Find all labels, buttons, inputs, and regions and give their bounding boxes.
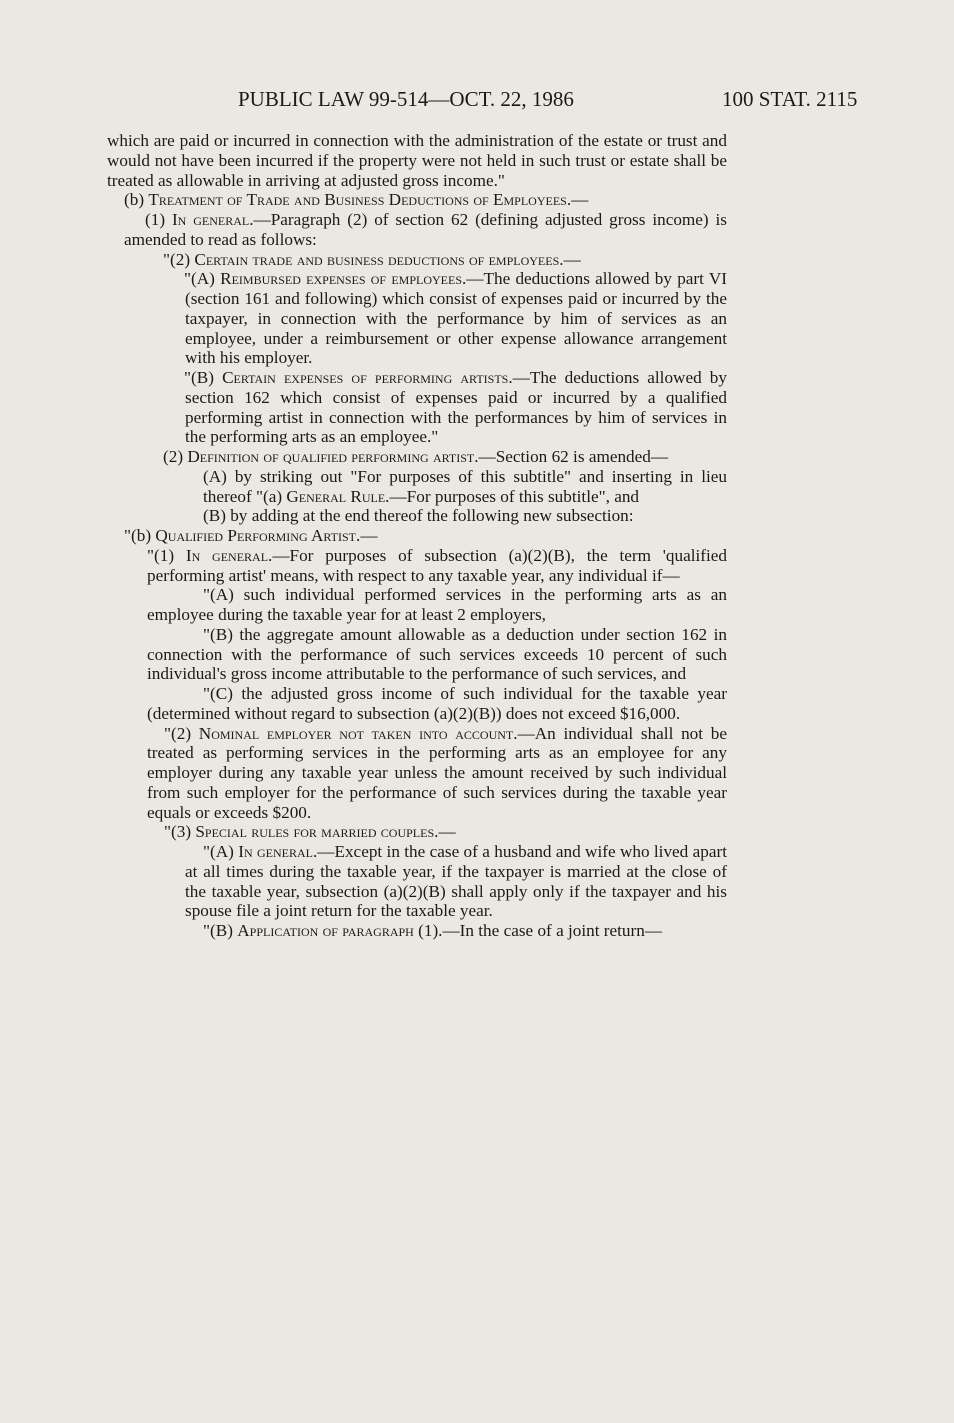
clause-B-adding-subsection: (B) by adding at the end thereof the following new subsection:	[203, 506, 634, 526]
quoted-subsection-b-heading: "(b) Qualified Performing Artist.—	[124, 526, 378, 545]
quoted-paragraph-3-heading: "(3) Special rules for married couples.—	[164, 822, 456, 842]
quoted-clause-C: "(C) the adjusted gross income of such individual for the taxable year (determined without regard to subsection (a)(2)(B)) does not exceed $16,000.	[147, 684, 727, 723]
paragraph-1-in-general: (1) In general.—Paragraph (2) of section 62 (defining adjusted gross income) is amended to read as follows:	[124, 210, 727, 249]
subsection-b-heading: (b) Treatment of Trade and Business Deductions of Employees.—	[124, 190, 589, 210]
quoted-special-rule-A: "(A) In general.—Except in the case of a husband and wife who lived apart at all times during the taxable year, if the taxpayer is married at the close of the taxable year, subsection (a)(2)(B) shall apply only if the taxpayer and his spouse file a joint return for the taxable year.	[185, 842, 727, 921]
quoted-paragraph-1-in-general: "(1) In general.—For purposes of subsection (a)(2)(B), the term 'qualified performing artist' means, with respect to any taxable year, any individual if—	[147, 545, 727, 585]
quoted-subparagraph-A: "(A) Reimbursed expenses of employees.—The deductions allowed by part VI (section 161 and following) which consist of expenses paid or incurred by the taxpayer, in connection with the performance by him of services as an employee, under a reimbursement or other expense allowance arrangement with his employer.	[184, 269, 727, 368]
paragraph-2-definition: (2) Definition of qualified performing artist.—Section 62 is amended—	[163, 447, 669, 466]
clause-A-striking-out: (A) by striking out "For purposes of this subtitle" and inserting in lieu thereof "(a) General Rule.—For purposes of this subtitle", and	[203, 466, 727, 506]
quoted-subparagraph-B: "(B) Certain expenses of performing artists.—The deductions allowed by section 162 which consist of expenses paid or incurred by a qualified performing artist in connection with the performances by him of services in the performing arts as an employee."	[184, 368, 727, 447]
quoted-clause-A: "(A) such individual performed services in the performing arts as an employee during the taxable year for at least 2 employers,	[147, 585, 727, 624]
statute-page-number: 100 STAT. 2115	[722, 87, 858, 111]
public-law-title: PUBLIC LAW 99-514—OCT. 22, 1986	[238, 87, 574, 111]
quoted-special-rule-B: "(B) Application of paragraph (1).—In the case of a joint return—	[203, 921, 663, 940]
quoted-paragraph-2-nominal-employer: "(2) Nominal employer not taken into account.—An individual shall not be treated as performing services in the performing arts as an employee for any employer during any taxable year unless the amount received by such individual from such employer for the performance of such services during the taxable year equals or exceeds $200.	[147, 723, 727, 822]
quoted-paragraph-2-heading: "(2) Certain trade and business deductions of employees.—	[163, 249, 581, 269]
paragraph-continuation: which are paid or incurred in connection with the administration of the estate or trust and would not have been incurred if the property were not held in such trust or estate shall be treated as allowable in arriving at adjusted gross income."	[107, 131, 727, 190]
page-header	[0, 84, 954, 114]
document-body	[107, 131, 727, 941]
quoted-clause-B: "(B) the aggregate amount allowable as a deduction under section 162 in connection with the performance of such services exceeds 10 percent of such individual's gross income attributable to the performance of such services, and	[147, 624, 727, 684]
